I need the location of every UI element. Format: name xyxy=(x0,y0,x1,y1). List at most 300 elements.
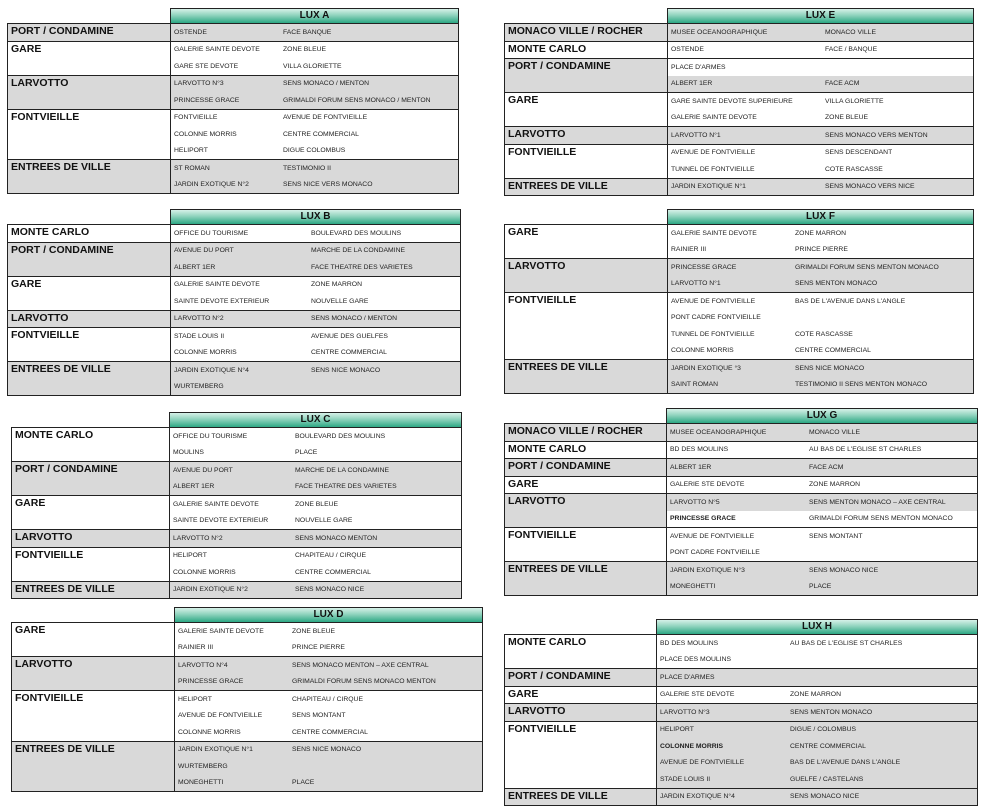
detail-cell: CHAPITEAU / CIRQUE xyxy=(295,552,366,560)
location-cell: RAINIER III xyxy=(178,644,214,652)
detail-cell: FACE ACM xyxy=(825,80,860,88)
table-row xyxy=(175,623,482,640)
zone-group xyxy=(8,42,458,76)
detail-cell: MONACO VILLE xyxy=(825,28,876,36)
table-row xyxy=(171,277,460,294)
detail-cell: SENS MONACO VERS NICE xyxy=(825,183,915,191)
table-row xyxy=(170,548,461,565)
detail-cell: PLACE xyxy=(295,449,318,457)
location-cell: HELIPORT xyxy=(660,726,694,734)
table-row xyxy=(171,24,458,41)
zone-label: FONTVIEILLE xyxy=(8,110,171,160)
zone-label: LARVOTTO xyxy=(505,704,657,721)
table-row xyxy=(657,704,977,721)
detail-cell: BOULEVARD DES MOULINS xyxy=(295,432,386,440)
table-row xyxy=(175,708,482,725)
table-row xyxy=(668,242,973,259)
zone-group xyxy=(505,93,973,127)
zone-group xyxy=(505,442,977,460)
table-row xyxy=(657,771,977,788)
location-cell: COLONNE MORRIS xyxy=(178,728,241,736)
location-cell: GALERIE SAINTE DEVOTE xyxy=(671,114,757,122)
location-cell: GALERIE SAINTE DEVOTE xyxy=(174,46,260,54)
location-cell: AVENUE DE FONTVIEILLE xyxy=(660,759,745,767)
zone-label: LARVOTTO xyxy=(505,259,668,292)
zone-group xyxy=(12,548,461,582)
location-cell: JARDIN EXOTIQUE N°4 xyxy=(660,793,735,801)
zone-group xyxy=(8,362,460,395)
lux-h-body xyxy=(504,634,978,806)
table-row xyxy=(667,477,977,494)
location-cell: SAINTE DEVOTE EXTERIEUR xyxy=(173,517,269,525)
table-row xyxy=(171,110,458,127)
location-cell: PLACE D'ARMES xyxy=(660,673,715,681)
detail-cell: SENS MONACO MENTON xyxy=(295,534,378,542)
detail-cell: SENS MONACO NICE xyxy=(790,793,860,801)
location-cell: JARDIN EXOTIQUE °3 xyxy=(671,364,741,372)
table-row xyxy=(668,276,973,293)
location-cell: HELIPORT xyxy=(174,147,208,155)
lux-e-body xyxy=(504,23,974,196)
table-row xyxy=(171,92,458,109)
table-row xyxy=(668,59,973,76)
detail-cell: CÔTE RASCASSE xyxy=(795,330,853,338)
detail-cell: CHAPITEAU / CIRQUE xyxy=(292,695,363,703)
zone-label: MONACO VILLE / ROCHER xyxy=(505,424,667,441)
zone-label: PORT / CONDAMINE xyxy=(505,459,667,476)
table-row xyxy=(171,362,460,379)
location-cell: OSTENDE xyxy=(671,46,704,54)
table-row xyxy=(175,640,482,657)
zone-label: ENTREES DE VILLE xyxy=(12,742,175,792)
detail-cell: BAS DE L'AVENUE DANS L'ANGLE xyxy=(790,759,901,767)
zone-group xyxy=(12,582,461,599)
location-cell: MUSEE OCEANOGRAPHIQUE xyxy=(671,28,768,36)
table-row xyxy=(667,545,977,562)
location-cell: MUSEE OCEANOGRAPHIQUE xyxy=(670,428,767,436)
detail-cell: AVENUE DE FONTVIEILLE xyxy=(283,114,368,122)
location-cell: LARVOTTO N°3 xyxy=(660,708,710,716)
location-cell: JARDIN EXOTIQUE N°1 xyxy=(671,183,746,191)
lux-f-title: LUX F xyxy=(667,209,974,225)
lux-d-title: LUX D xyxy=(174,607,483,623)
zone-label: MONTE CARLO xyxy=(505,635,657,668)
zone-label: GARE xyxy=(12,496,170,529)
table-row xyxy=(667,442,977,459)
location-cell: GALERIE SAINTE DEVOTE xyxy=(178,627,264,635)
location-cell: GALERIE SAINTE DEVOTE xyxy=(174,281,260,289)
zone-group xyxy=(505,635,977,669)
table-row xyxy=(667,494,977,511)
location-cell: SAINT ROMAN xyxy=(671,381,719,389)
table-row xyxy=(171,243,460,260)
detail-cell: FACE THEATRE DES VARIETES xyxy=(311,263,413,271)
zone-group xyxy=(8,160,458,193)
detail-cell: PRINCE PIERRE xyxy=(292,644,345,652)
zone-label: LARVOTTO xyxy=(12,530,170,547)
table-row xyxy=(171,76,458,93)
table-row xyxy=(171,225,460,242)
location-cell: GALERIE STE DEVOTE xyxy=(660,691,735,699)
table-row xyxy=(175,691,482,708)
location-cell: RAINIER III xyxy=(671,246,707,254)
table-row xyxy=(170,582,461,599)
location-cell: MONEGHETTI xyxy=(178,779,224,787)
table-row xyxy=(657,738,977,755)
zone-group xyxy=(8,328,460,362)
location-cell: LARVOTTO N°3 xyxy=(174,80,224,88)
zone-label: ENTREES DE VILLE xyxy=(505,789,657,806)
location-cell: HELIPORT xyxy=(178,695,212,703)
table-row xyxy=(668,310,973,327)
table-row xyxy=(657,722,977,739)
zone-group xyxy=(505,722,977,789)
zone-label: MONACO VILLE / ROCHER xyxy=(505,24,668,41)
location-cell: PLACE D'ARMES xyxy=(671,63,726,71)
zone-group xyxy=(505,424,977,442)
table-row xyxy=(657,669,977,686)
location-cell: WURTEMBERG xyxy=(174,383,224,391)
location-cell: BD DES MOULINS xyxy=(670,446,729,454)
zone-label: LARVOTTO xyxy=(12,657,175,690)
table-row xyxy=(668,145,973,162)
table-row xyxy=(667,528,977,545)
location-cell: GALERIE STE DEVOTE xyxy=(670,481,745,489)
zone-group xyxy=(12,691,482,742)
zone-label: GARE xyxy=(8,277,171,310)
detail-cell: GRIMALDI FORUM SENS MENTON MONACO xyxy=(795,263,939,271)
table-row xyxy=(668,259,973,276)
location-cell: AVENUE DE FONTVIEILLE xyxy=(671,297,756,305)
zone-group xyxy=(505,562,977,595)
zone-group xyxy=(505,127,973,145)
detail-cell: SENS MENTON MONACO – AXE CENTRAL xyxy=(809,498,946,506)
zone-group xyxy=(12,742,482,792)
lux-d-body xyxy=(11,622,483,792)
location-cell: WURTEMBERG xyxy=(178,762,228,770)
location-cell: STADE LOUIS II xyxy=(660,775,711,783)
detail-cell: SENS MENTON MONACO xyxy=(795,280,878,288)
location-cell: AVENUE DE FONTVIEILLE xyxy=(671,149,756,157)
zone-group xyxy=(505,494,977,528)
detail-cell: MARCHE DE LA CONDAMINE xyxy=(311,247,406,255)
zone-group xyxy=(12,530,461,548)
location-cell: FONTVIEILLE xyxy=(174,114,218,122)
location-cell: PRINCESSE GRACE xyxy=(671,263,737,271)
table-row xyxy=(171,160,458,177)
location-cell: COLONNE MORRIS xyxy=(174,349,237,357)
detail-cell: GRIMALDI FORUM SENS MENTON MONACO xyxy=(809,515,953,523)
detail-cell: ZONE BLEUE xyxy=(292,627,336,635)
table-row xyxy=(668,161,973,178)
zone-group xyxy=(505,42,973,60)
lux-c-body xyxy=(11,427,462,599)
table-row xyxy=(171,293,460,310)
location-cell: JARDIN EXOTIQUE N°1 xyxy=(178,746,253,754)
table-row xyxy=(171,311,460,328)
zone-label: GARE xyxy=(505,687,657,704)
zone-label: GARE xyxy=(12,623,175,656)
detail-cell: GRIMALDI FORUM SENS MONACO / MENTON xyxy=(283,96,431,104)
table-row xyxy=(171,42,458,59)
zone-label: MONTE CARLO xyxy=(505,42,668,59)
zone-group xyxy=(12,623,482,657)
table-row xyxy=(668,377,973,394)
location-cell: PRINCESSE GRACE xyxy=(670,515,736,523)
detail-cell: SENS MONTANT xyxy=(292,712,346,720)
lux-b-title: LUX B xyxy=(170,209,461,225)
table-row xyxy=(668,225,973,242)
table-row xyxy=(171,259,460,276)
detail-cell: SENS MONACO / MENTON xyxy=(283,80,369,88)
zone-group xyxy=(505,59,973,93)
detail-cell: SENS MONACO / MENTON xyxy=(311,315,397,323)
location-cell: LARVOTTO N°1 xyxy=(671,280,721,288)
zone-label: FONTVIEILLE xyxy=(505,528,667,561)
location-cell: GALERIE SAINTE DEVOTE xyxy=(671,229,757,237)
zone-group xyxy=(8,110,458,161)
detail-cell: DIGUE / COLOMBUS xyxy=(790,726,857,734)
table-row xyxy=(170,445,461,462)
detail-cell: NOUVELLE GARE xyxy=(295,517,353,525)
table-row xyxy=(171,328,460,345)
lux-e-title: LUX E xyxy=(667,8,974,24)
zone-label: GARE xyxy=(505,93,668,126)
location-cell: COLONNE MORRIS xyxy=(671,347,734,355)
detail-cell: TESTIMONIO II xyxy=(283,164,331,172)
detail-cell: ZONE MARRON xyxy=(809,481,860,489)
zone-group xyxy=(8,277,460,311)
location-cell: PONT CADRE FONTVIEILLE xyxy=(670,549,760,557)
location-cell: STADE LOUIS II xyxy=(174,332,225,340)
detail-cell: SENS NICE MONACO xyxy=(292,746,362,754)
zone-group xyxy=(505,24,973,42)
zone-group xyxy=(8,24,458,42)
detail-cell: SENS NICE VERS MONACO xyxy=(283,181,373,189)
lux-a-body xyxy=(7,23,459,194)
table-row xyxy=(170,428,461,445)
detail-cell: SENS MONACO VERS MENTON xyxy=(825,131,928,139)
table-row xyxy=(170,462,461,479)
table-row xyxy=(668,110,973,127)
zone-label: FONTVIEILLE xyxy=(12,548,170,581)
table-row xyxy=(175,758,482,775)
zone-label: FONTVIEILLE xyxy=(505,293,668,359)
location-cell: AVENUE DU PORT xyxy=(174,247,234,255)
zone-label: ENTREES DE VILLE xyxy=(12,582,170,599)
detail-cell: SENS MENTON MONACO xyxy=(790,708,873,716)
detail-cell: FACE THEATRE DES VARIETES xyxy=(295,483,397,491)
table-row xyxy=(170,496,461,513)
detail-cell: MONACO VILLE xyxy=(809,428,860,436)
detail-cell: SENS MONACO NICE xyxy=(809,566,879,574)
zone-label: MONTE CARLO xyxy=(505,442,667,459)
table-row xyxy=(171,58,458,75)
zone-group xyxy=(8,76,458,110)
zone-label: PORT / CONDAMINE xyxy=(12,462,170,495)
detail-cell: SENS NICE MONACO xyxy=(795,364,865,372)
location-cell: AVENUE DE FONTVIEILLE xyxy=(178,712,263,720)
location-cell: MONEGHETTI xyxy=(670,583,716,591)
lux-g-title: LUX G xyxy=(666,408,978,424)
zone-group xyxy=(505,179,973,196)
lux-a-title: LUX A xyxy=(170,8,459,24)
detail-cell: SENS MONACO NICE xyxy=(295,586,365,594)
detail-cell: TESTIMONIO II SENS MENTON MONACO xyxy=(795,381,928,389)
table-row xyxy=(668,326,973,343)
zone-label: PORT / CONDAMINE xyxy=(8,243,171,276)
table-row xyxy=(175,674,482,691)
detail-cell: GRIMALDI FORUM SENS MONACO MENTON xyxy=(292,678,436,686)
table-row xyxy=(668,127,973,144)
zone-group xyxy=(505,669,977,687)
location-cell: PONT CADRE FONTVIEILLE xyxy=(671,314,761,322)
zone-label: ENTREES DE VILLE xyxy=(505,562,667,595)
location-cell: LARVOTTO N°2 xyxy=(174,315,224,323)
zone-group xyxy=(8,225,460,243)
location-cell: COLONNE MORRIS xyxy=(660,742,724,750)
location-cell: COLONNE MORRIS xyxy=(174,130,237,138)
zone-group xyxy=(8,243,460,277)
table-row xyxy=(668,179,973,196)
location-cell: LARVOTTO N°4 xyxy=(178,661,228,669)
detail-cell: AU BAS DE L'EGLISE ST CHARLES xyxy=(809,446,922,454)
location-cell: ALBERT 1ER xyxy=(173,483,215,491)
zone-label: LARVOTTO xyxy=(505,127,668,144)
table-row xyxy=(657,635,977,652)
table-row xyxy=(657,687,977,704)
zone-label: ENTREES DE VILLE xyxy=(8,160,171,193)
detail-cell: GUELFE / CASTELANS xyxy=(790,775,864,783)
zone-group xyxy=(12,428,461,462)
detail-cell: ZONE BLEUE xyxy=(283,46,327,54)
detail-cell: BAS DE L'AVENUE DANS L'ANGLE xyxy=(795,297,906,305)
table-row xyxy=(668,76,973,93)
location-cell: ALBERT 1ER xyxy=(174,263,216,271)
detail-cell: SENS MONACO MENTON – AXE CENTRAL xyxy=(292,661,429,669)
detail-cell: ZONE MARRON xyxy=(311,281,362,289)
location-cell: ALBERT 1ER xyxy=(670,463,712,471)
table-row xyxy=(171,345,460,362)
location-cell: OFFICE DU TOURISME xyxy=(173,432,248,440)
detail-cell: ZONE BLEUE xyxy=(295,500,339,508)
location-cell: OFFICE DU TOURISME xyxy=(174,229,249,237)
detail-cell: NOUVELLE GARE xyxy=(311,297,369,305)
zone-label: PORT / CONDAMINE xyxy=(505,59,668,92)
detail-cell: CENTRE COMMERCIAL xyxy=(292,728,368,736)
detail-cell: SENS MONTANT xyxy=(809,532,863,540)
lux-f-body xyxy=(504,224,974,394)
location-cell: PLACE DES MOULINS xyxy=(660,656,732,664)
table-row xyxy=(170,564,461,581)
zone-group xyxy=(505,360,973,393)
zone-group xyxy=(505,789,977,806)
location-cell: GARE STE DEVOTE xyxy=(174,62,239,70)
location-cell: COLONNE MORRIS xyxy=(173,568,236,576)
location-cell: OSTENDE xyxy=(174,28,207,36)
table-row xyxy=(657,652,977,669)
zone-group xyxy=(505,687,977,705)
table-row xyxy=(175,775,482,792)
location-cell: LARVOTTO N°1 xyxy=(671,131,721,139)
zone-label: FONTVIEILLE xyxy=(12,691,175,741)
zone-group xyxy=(505,225,973,259)
table-row xyxy=(170,479,461,496)
location-cell: JARDIN EXOTIQUE N°2 xyxy=(173,586,248,594)
location-cell: GALERIE SAINTE DEVOTE xyxy=(173,500,259,508)
detail-cell: CENTRE COMMERCIAL xyxy=(795,347,871,355)
location-cell: JARDIN EXOTIQUE N°4 xyxy=(174,366,249,374)
table-row xyxy=(170,530,461,547)
zone-group xyxy=(12,462,461,496)
table-row xyxy=(175,742,482,759)
detail-cell: DIGUE COLOMBUS xyxy=(283,147,346,155)
zone-group xyxy=(8,311,460,329)
detail-cell: CÔTE RASCASSE xyxy=(825,165,883,173)
table-row xyxy=(175,724,482,741)
detail-cell: PRINCE PIERRE xyxy=(795,246,848,254)
zone-label: PORT / CONDAMINE xyxy=(505,669,657,686)
lux-g-body xyxy=(504,423,978,596)
zone-label: LARVOTTO xyxy=(8,311,171,328)
zone-label: LARVOTTO xyxy=(505,494,667,527)
detail-cell: VILLA GLORIETTE xyxy=(825,97,884,105)
table-row xyxy=(668,293,973,310)
table-row xyxy=(667,459,977,476)
detail-cell: PLACE xyxy=(809,583,832,591)
table-row xyxy=(657,789,977,806)
table-row xyxy=(175,657,482,674)
table-row xyxy=(668,42,973,59)
zone-label: LARVOTTO xyxy=(8,76,171,109)
detail-cell: CENTRE COMMERCIAL xyxy=(295,568,371,576)
detail-cell: CENTRE COMMERCIAL xyxy=(311,349,387,357)
location-cell: PRINCESSE GRACE xyxy=(178,678,244,686)
zone-group xyxy=(505,459,977,477)
location-cell: GARE SAINTE DEVOTE SUPERIEURE xyxy=(671,97,793,105)
table-row xyxy=(668,24,973,41)
detail-cell: CENTRE COMMERCIAL xyxy=(790,742,866,750)
detail-cell: ZONE BLEUE xyxy=(825,114,869,122)
detail-cell: SENS NICE MONACO xyxy=(311,366,381,374)
detail-cell: BOULEVARD DES MOULINS xyxy=(311,229,402,237)
zone-label: FONTVIEILLE xyxy=(8,328,171,361)
detail-cell: FACE BANQUE xyxy=(283,28,332,36)
table-row xyxy=(667,511,977,528)
zone-label: ENTREES DE VILLE xyxy=(8,362,171,395)
lux-b-body xyxy=(7,224,461,396)
location-cell: JARDIN EXOTIQUE N°3 xyxy=(670,566,745,574)
table-row xyxy=(171,126,458,143)
zone-label: GARE xyxy=(505,477,667,494)
location-cell: TUNNEL DE FONTVIEILLE xyxy=(671,330,755,338)
zone-group xyxy=(505,293,973,360)
zone-group xyxy=(505,477,977,495)
table-row xyxy=(171,143,458,160)
location-cell: MOULINS xyxy=(173,449,204,457)
zone-label: MONTE CARLO xyxy=(8,225,171,242)
detail-cell: VILLA GLORIETTE xyxy=(283,62,342,70)
table-row xyxy=(668,360,973,377)
zone-label: PORT / CONDAMINE xyxy=(8,24,171,41)
zone-group xyxy=(12,496,461,530)
detail-cell: PLACE xyxy=(292,779,315,787)
detail-cell: FACE / BANQUE xyxy=(825,46,878,54)
detail-cell: MARCHE DE LA CONDAMINE xyxy=(295,466,390,474)
location-cell: AVENUE DE FONTVIEILLE xyxy=(670,532,755,540)
table-row xyxy=(668,343,973,360)
zone-group xyxy=(505,259,973,293)
